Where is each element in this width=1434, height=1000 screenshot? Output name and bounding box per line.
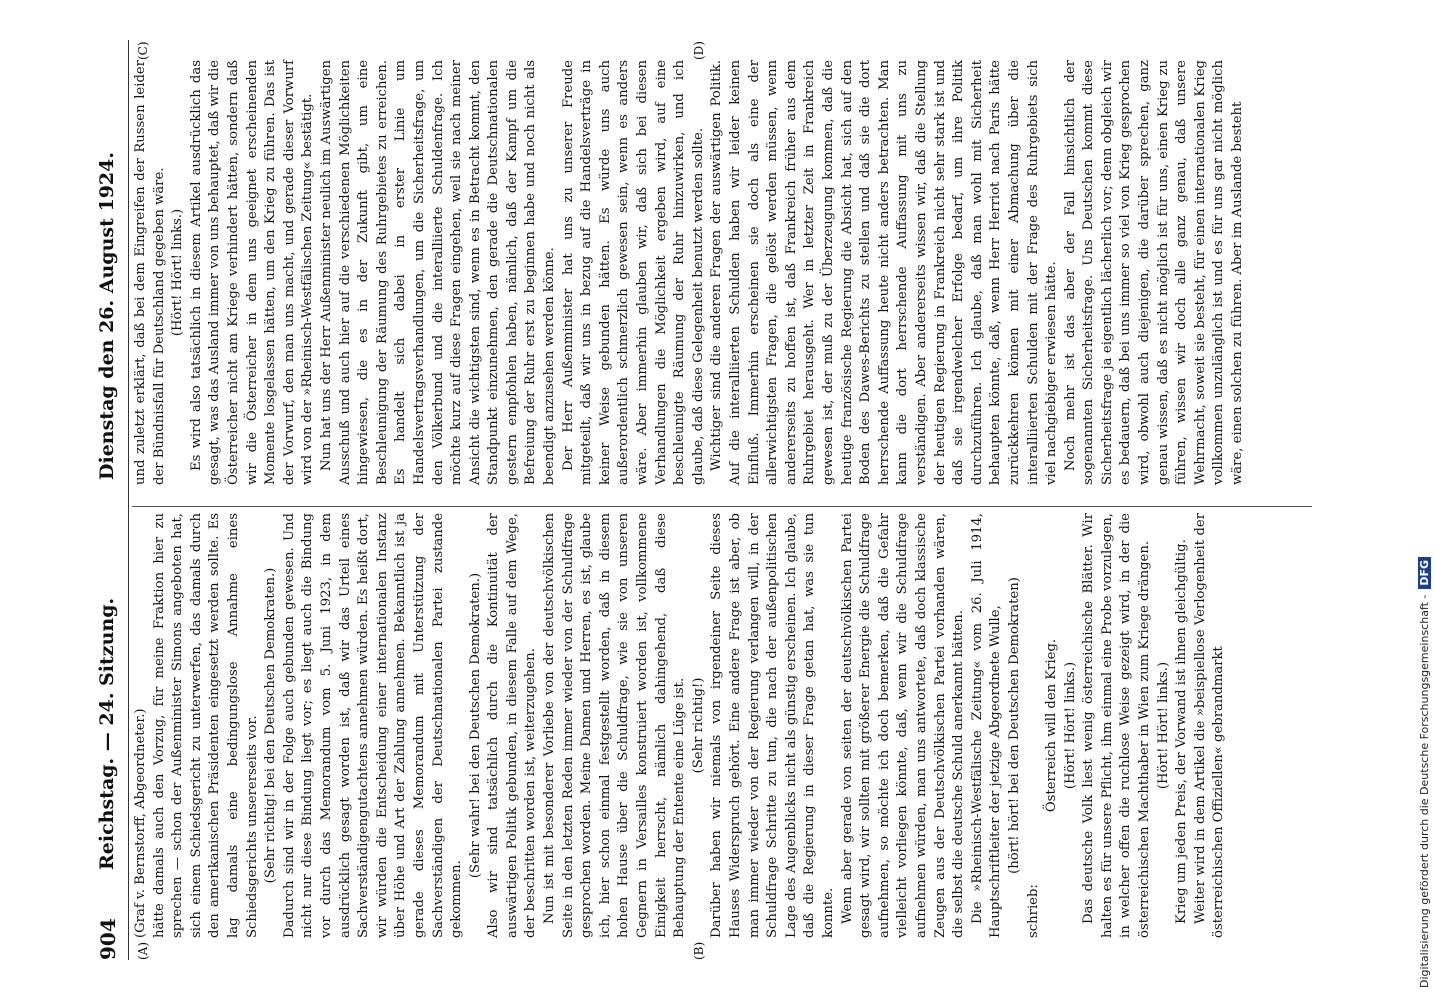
- right-column: [132, 60, 1248, 485]
- paragraph: schrieb:: [1025, 884, 1041, 938]
- margin-marker-d: (D): [692, 41, 706, 60]
- paragraph: hätte damals auch den Vorzug, für meine Fraktion hier zu sprechen — schon der Außenminister Simons angeboten hat, sich einem Schiedsgericht zu unterwerfen, das damals durch den amerikanischen Präsidenten eingesetzt werden sollte. Es lag damals eine bedingungslose Annahme eines Schiedsgerichts unsererseits vor.: [151, 513, 260, 938]
- interjection: (hört! hört! bei den Deutschen Demokraten): [1006, 577, 1022, 874]
- paragraph: Das deutsche Volk liest wenig österreichische Blätter. Wir halten es für unsere Pflicht, ihm einmal eine Probe vorzulegen, in welcher offen die ruchlose Weise gezeigt wird, in der die österreichischen Machthaber in Wien zum Kriege drängen.: [1081, 513, 1153, 938]
- paragraph: Darüber haben wir niemals von irgendeiner Seite dieses Hauses Widerspruch gehört. Eine andere Frage ist aber, ob man immer wieder von der Regierung verlangen will, in der Schuldfrage Schritte zu tun, die nach der außenpolitischen Lage des Augenblicks nicht als günstig erscheinen. Ich glaube, daß die Regierung in dieser Frage getan hat, was sie tun konnte.: [709, 513, 836, 938]
- rotated-page-content: [92, 40, 1322, 960]
- left-column: [132, 513, 1229, 938]
- paragraph: Nun hat uns der Herr Außenminister neulich im Auswärtigen Ausschuß und auch hier auf die verschiedenen Möglichkeiten hingewiesen, die es in der Zukunft gibt, um eine Beschleunigung der Räumung des Ruhrgebietes zu erreichen. Es handelt sich dabei in erster Linie um Handelsvertragsverhandlungen, um die Sicherheitsfrage, um den Völkerbund und die interalliierte Schuldenfrage. Ich möchte kurz auf diese Fragen eingehen, weil sie nach meiner Ansicht die wichtigsten sind, wenn es in Betracht kommt, den Standpunkt einzunehmen, den gerade die Deutschnationalen gestern empfohlen haben, nämlich, daß der Kampf um die Befreiung der Ruhr erst zu beginnen habe und noch nicht als beendigt anzusehen werden könne.: [318, 60, 558, 485]
- interjection: Österreich will den Krieg.: [1044, 638, 1060, 813]
- paragraph: Also wir sind tatsächlich durch die Kontinuität der auswärtigen Politik gebunden, in diesem Falle auf dem Wege, der beschritten worden ist, weiterzugehen.: [486, 513, 539, 938]
- margin-marker-b: (B): [692, 941, 706, 960]
- paragraph: Dadurch sind wir in der Folge auch gebunden gewesen. Und nicht nur diese Bindung liegt vor; es liegt auch die Bindung vor durch das Memorandum vom 5. Juni 1923, in dem ausdrücklich gesagt worden ist, daß wir das Urteil eines Sachverständigengutachtens annehmen würden. Es heißt dort, wir würden die Entscheidung einer internationalen Instanz über Höhe und Art der Zahlung annehmen. Bekanntlich ist ja gerade dieses Memorandum mit Unterstützung der Sachverständigen der Deutschnationalen Partei zustande gekommen.: [281, 513, 465, 938]
- interjection: (Hört! Hört! links.): [1155, 661, 1171, 790]
- digitization-sidebar: [1418, 8, 1434, 988]
- paragraph: Krieg um jeden Preis, der Vorwand ist ihnen gleichgültig.: [1174, 539, 1190, 924]
- paragraph: Die »Rheinisch-Westfälische Zeitung« vom 26. Juli 1914, Hauptschriftleiter der jetzige Abgeordnete Wulle,: [969, 513, 1004, 938]
- sidebar-credit: Digitalisierung gefördert durch die Deutsche Forschungsgemeinschaft -: [1418, 594, 1431, 988]
- paragraph: Wichtiger sind die anderen Fragen der auswärtigen Politik. Auf die interalliierten Schulden haben wir leider keinen Einfluß. Immerhin erscheinen sie doch als eine der allerwichtigsten Fragen, die gelöst werden müssen, wenn andererseits zu hoffen ist, daß Frankreich früher aus dem Ruhrgebiet herausgeht. Wer in letzter Zeit in Frankreich gewesen ist, der muß zu der Überzeugung kommen, daß die heutige französische Regierung die Absicht hat, sich auf den Boden des Dawes-Berichts zu stellen und daß sie die dort herrschende Auffassung heute nicht anders betrachten. Man kann die dort herrschende Auffassung mit uns zu verständigen. Aber andererseits wissen wir, daß die Stellung der heutigen Regierung in Frankreich nicht sehr stark ist und daß sie irgendwelcher Erfolge bedarf, um ihre Politik durchzuführen. Ich glaube, daß man wohl mit Sicherheit behaupten könnte, daß, wenn Herr Herriot nach Paris hätte zurückkehren können mit einer Abmachung über die interalliierten Schulden mit der Frage des Ruhrgebiets sich viel nachgiebiger erwiesen hätte.: [709, 60, 1060, 485]
- column-divider: [132, 506, 1312, 507]
- page-header: [92, 40, 128, 960]
- interjection: (Sehr wahr! bei den Deutschen Demokraten.): [467, 572, 483, 879]
- paragraph: Es wird also tatsächlich in diesem Artikel ausdrücklich das gesagt, was das Ausland immer von uns behauptet, daß wir die Österreicher nicht am Kriege verhindert hätten, sondern daß wir die Österreicher in dem uns geeignet erscheinenden Momente losgelassen hätten, um den Krieg zu führen. Das ist der Vorwurf, den man uns macht, und gerade dieser Vorwurf wird von der »Rheinisch-Westfälischen Zeitung« bestätigt.: [188, 60, 316, 485]
- page-number: 904: [96, 918, 120, 960]
- header-right-title: Dienstag den 26. August 1924.: [96, 152, 118, 480]
- paragraph: (Graf v. Bernstorff, Abgeordneter.): [133, 708, 148, 938]
- interjection: (Sehr richtig!): [690, 677, 706, 774]
- header-rule: [128, 40, 129, 960]
- paragraph: und zuletzt erklärt, daß bei dem Eingreifen der Russen leider der Bündnisfall für Deutschland gegeben wäre.: [133, 60, 167, 485]
- interjection: (Hört! Hört! links.): [170, 208, 186, 337]
- margin-marker-c: (C): [136, 41, 150, 60]
- paragraph: Weiter wird in dem Artikel die »beispiellose Verlogenheit der österreichischen Offiziellen« gebrandmarkt: [1192, 513, 1227, 938]
- dfg-logo: DFG: [1418, 557, 1431, 589]
- header-left-title: Reichstag. — 24. Sitzung.: [96, 597, 118, 870]
- paragraph: Der Herr Außenminister hat uns zu unserer Freude mitgeteilt, daß wir uns in bezug auf die Handelsverträge in keiner Weise gebunden hätten. Es würde uns auch außerordentlich schmerzlich gewesen sein, wenn es anders wäre. Aber immerhin glauben wir, daß sich bei diesen Verhandlungen die Möglichkeit ergeben wird, auf eine beschleunigte Räumung der Ruhr hinzuwirken, und ich glaube, daß diese Gelegenheit benutzt werden sollte.: [560, 60, 706, 485]
- paragraph: Nun ist mit besonderer Vorliebe von der deutschvölkischen Seite in den letzten Reden immer wieder von der Schuldfrage gesprochen worden. Meine Damen und Herren, es ist, glaube ich, hier schon einmal festgestellt worden, daß in diesem hohen Hause über die Schuldfrage, wie sie von unseren Gegnern in Versailles konstruiert worden ist, vollkommene Einigkeit herrscht, nämlich dahingehend, daß diese Behauptung der Entente eine Lüge ist.: [542, 513, 688, 938]
- paragraph: Noch mehr ist das aber der Fall hinsichtlich der sogenannten Sicherheitsfrage. Uns Deutschen kommt diese Sicherheitsfrage ja eigentlich lächerlich vor; denn obgleich wir es bedauern, daß bei uns immer so viel von Krieg gesprochen wird, obwohl auch diejenigen, die darüber sprechen, ganz genau wissen, daß es nicht möglich ist für uns, einen Krieg zu führen, wissen wir doch alle ganz genau, daß unsere Wehrmacht, soweit sie besteht, für einen internationalen Krieg vollkommen unzulänglich ist und es für uns gar nicht möglich wäre, einen solchen zu führen. Aber im Auslande besteht: [1062, 60, 1246, 485]
- paragraph: Wenn aber gerade von seiten der deutschvölkischen Partei gesagt wird, wir sollten mit größerer Energie die Schuldfrage aufnehmen, so möchte ich doch bemerken, daß die Gefahr vielleicht vorliegen könnte, daß, wenn wir die Schuldfrage aufnehmen würden, man uns antwortete, daß doch klassische Zeugen aus der Deutschvölkischen Partei vorhanden wären, die selbst die deutsche Schuld anerkannt hätten.: [839, 513, 967, 938]
- interjection: (Hört! Hört! links.): [1062, 661, 1078, 790]
- interjection: (Sehr richtig! bei den Deutschen Demokraten.): [263, 567, 279, 884]
- margin-marker-a: (A): [136, 941, 150, 960]
